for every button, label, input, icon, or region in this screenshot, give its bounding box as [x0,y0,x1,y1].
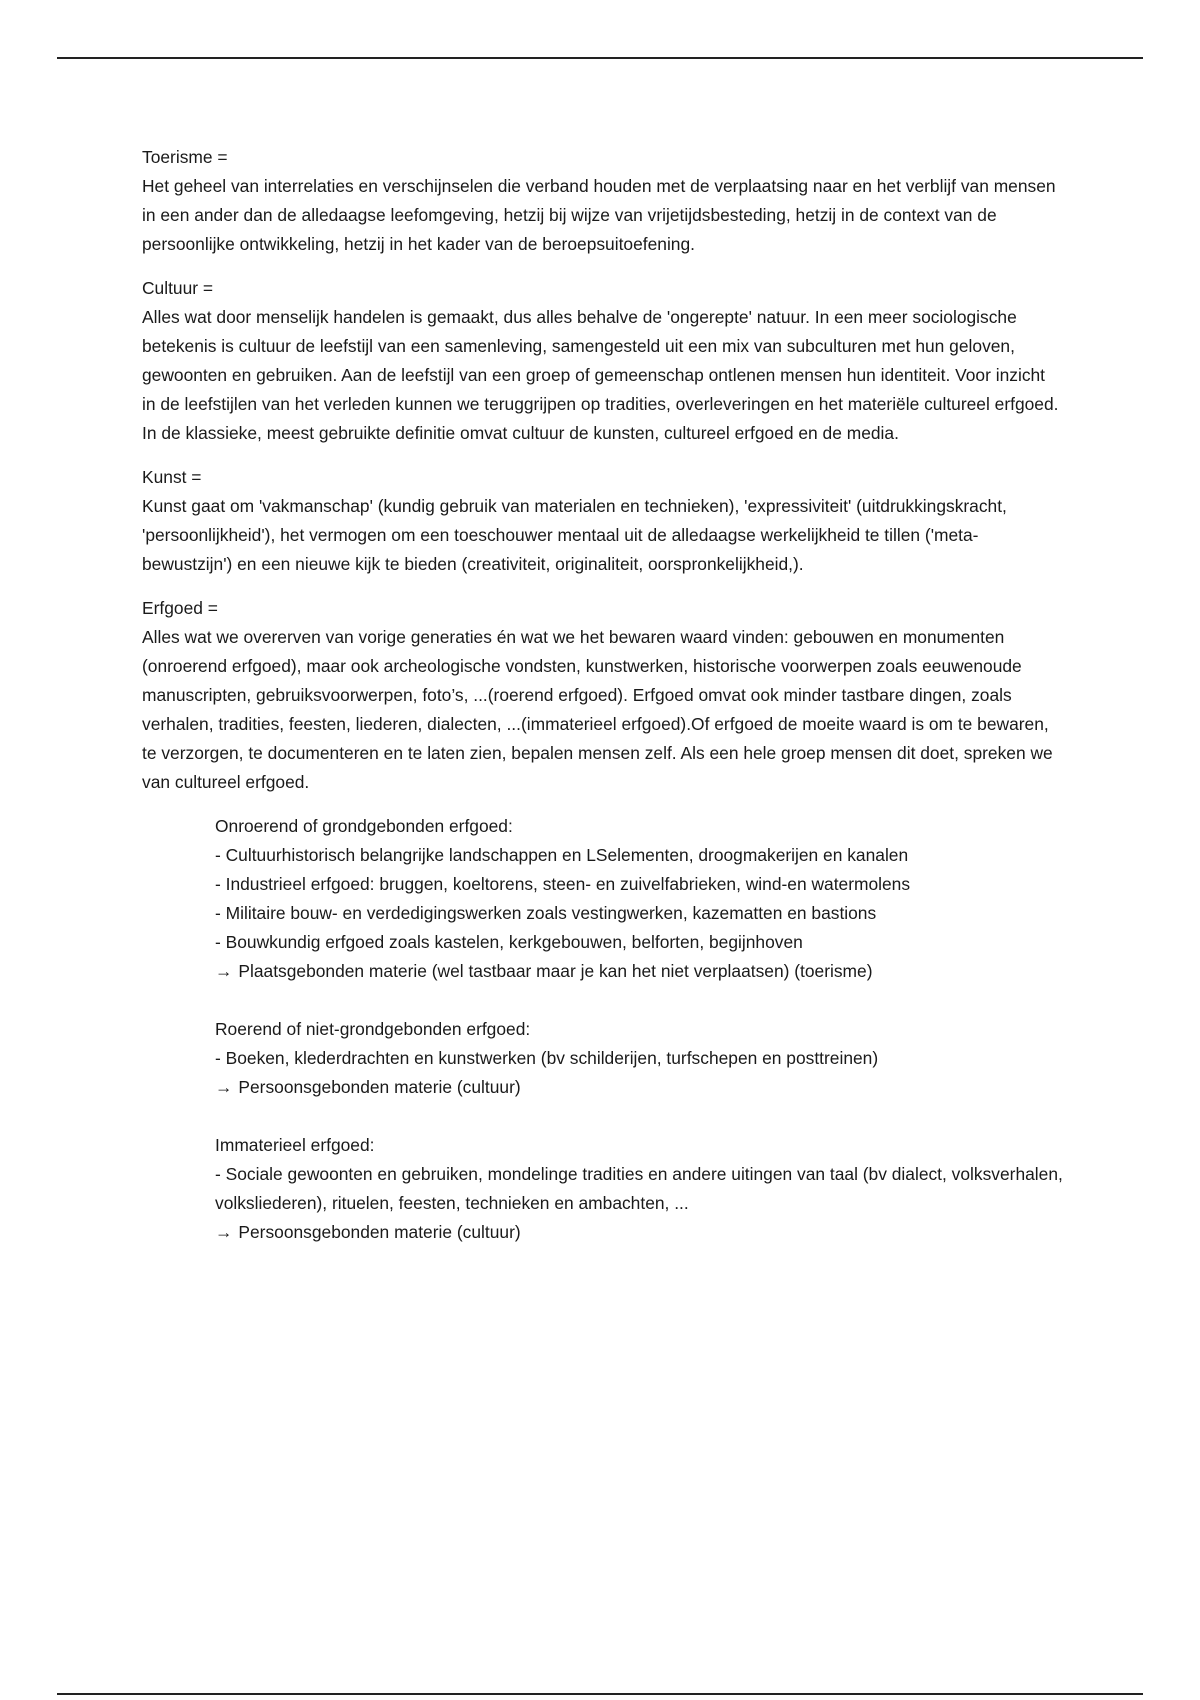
list-item: - Bouwkundig erfgoed zoals kastelen, kerkgebouwen, belforten, begijnhoven [215,932,803,952]
arrow-right-icon: → [215,1077,233,1097]
list-item: - Cultuurhistorisch belangrijke landschappen en LSelementen, droogmakerijen en kanalen [215,845,909,865]
document-body [142,143,1062,1276]
heritage-immaterieel [215,1131,1075,1247]
conclusion-line [215,1218,1075,1247]
heritage-onroerend [215,812,1075,986]
arrow-right-icon: → [215,1222,233,1242]
heritage-types [215,812,1075,1247]
definition-kunst: Kunst gaat om 'vakmanschap' (kundig gebruik van materialen en technieken), 'expressiviteit' (uitdrukkingskracht, 'persoonlijkheid'), het vermogen om een toeschouwer mentaal uit de alledaagse werkelijkheid te tillen ('meta-bewustzijn') en een nieuwe kijk te bieden (creativiteit, originaliteit, oorspronkelijkheid,). [142,496,1007,574]
heritage-heading: Onroerend of grondgebonden erfgoed: [215,816,513,836]
footer-rule [57,1693,1143,1695]
term-kunst: Kunst = [142,467,202,487]
conclusion-text: Persoonsgebonden materie (cultuur) [238,1077,521,1097]
list-item: - Boeken, klederdrachten en kunstwerken (bv schilderijen, turfschepen en posttreinen) [215,1048,879,1068]
conclusion-text: Persoonsgebonden materie (cultuur) [238,1222,521,1242]
definition-toerisme: Het geheel van interrelaties en verschijnselen die verband houden met de verplaatsing naar en het verblijf van mensen in een ander dan de alledaagse leefomgeving, hetzij bij wijze van vrijetijdsbesteding, hetzij in de context van de persoonlijke ontwikkeling, hetzij in het kader van de beroepsuitoefening. [142,176,1056,254]
list-item: - Industrieel erfgoed: bruggen, koeltorens, steen- en zuivelfabrieken, wind-en watermolens [215,874,911,894]
conclusion-line [215,957,1075,986]
term-cultuur: Cultuur = [142,278,214,298]
definition-cultuur: Alles wat door menselijk handelen is gemaakt, dus alles behalve de 'ongerepte' natuur. In een meer sociologische betekenis is cultuur de leefstijl van een samenleving, samengesteld uit een mix van subculturen met hun geloven, gewoonten en gebruiken. Aan de leefstijl van een groep of gemeenschap ontlenen mensen hun identiteit. Voor inzicht in de leefstijlen van het verleden kunnen we teruggrijpen op tradities, overleveringen en het materiële cultureel erfgoed. In de klassieke, meest gebruikte definitie omvat cultuur de kunsten, cultureel erfgoed en de media. [142,307,1059,443]
heritage-roerend [215,1015,1075,1102]
arrow-right-icon: → [215,961,233,981]
header-rule [57,57,1143,59]
term-erfgoed: Erfgoed = [142,598,218,618]
term-toerisme: Toerisme = [142,147,228,167]
list-item: - Militaire bouw- en verdedigingswerken zoals vestingwerken, kazematten en bastions [215,903,877,923]
definition-erfgoed: Alles wat we overerven van vorige generaties én wat we het bewaren waard vinden: gebouwen en monumenten (onroerend erfgoed), maar ook archeologische vondsten, kunstwerken, historische voorwerpen zoals eeuwenoude manuscripten, gebruiksvoorwerpen, foto’s, ...(roerend erfgoed). Erfgoed omvat ook minder tastbare dingen, zoals verhalen, tradities, feesten, liederen, dialecten, ...(immaterieel erfgoed).Of erfgoed de moeite waard is om te bewaren, te verzorgen, te documenteren en te laten zien, bepalen mensen zelf. Als een hele groep mensen dit doet, spreken we van cultureel erfgoed. [142,627,1053,792]
conclusion-line [215,1073,1075,1102]
heritage-heading: Roerend of niet-grondgebonden erfgoed: [215,1019,531,1039]
heritage-heading: Immaterieel erfgoed: [215,1135,375,1155]
conclusion-text: Plaatsgebonden materie (wel tastbaar maar je kan het niet verplaatsen) (toerisme) [238,961,873,981]
list-item: - Sociale gewoonten en gebruiken, mondelinge tradities en andere uitingen van taal (bv dialect, volksverhalen, volksliederen), rituelen, feesten, technieken en ambachten, ... [215,1164,1063,1213]
